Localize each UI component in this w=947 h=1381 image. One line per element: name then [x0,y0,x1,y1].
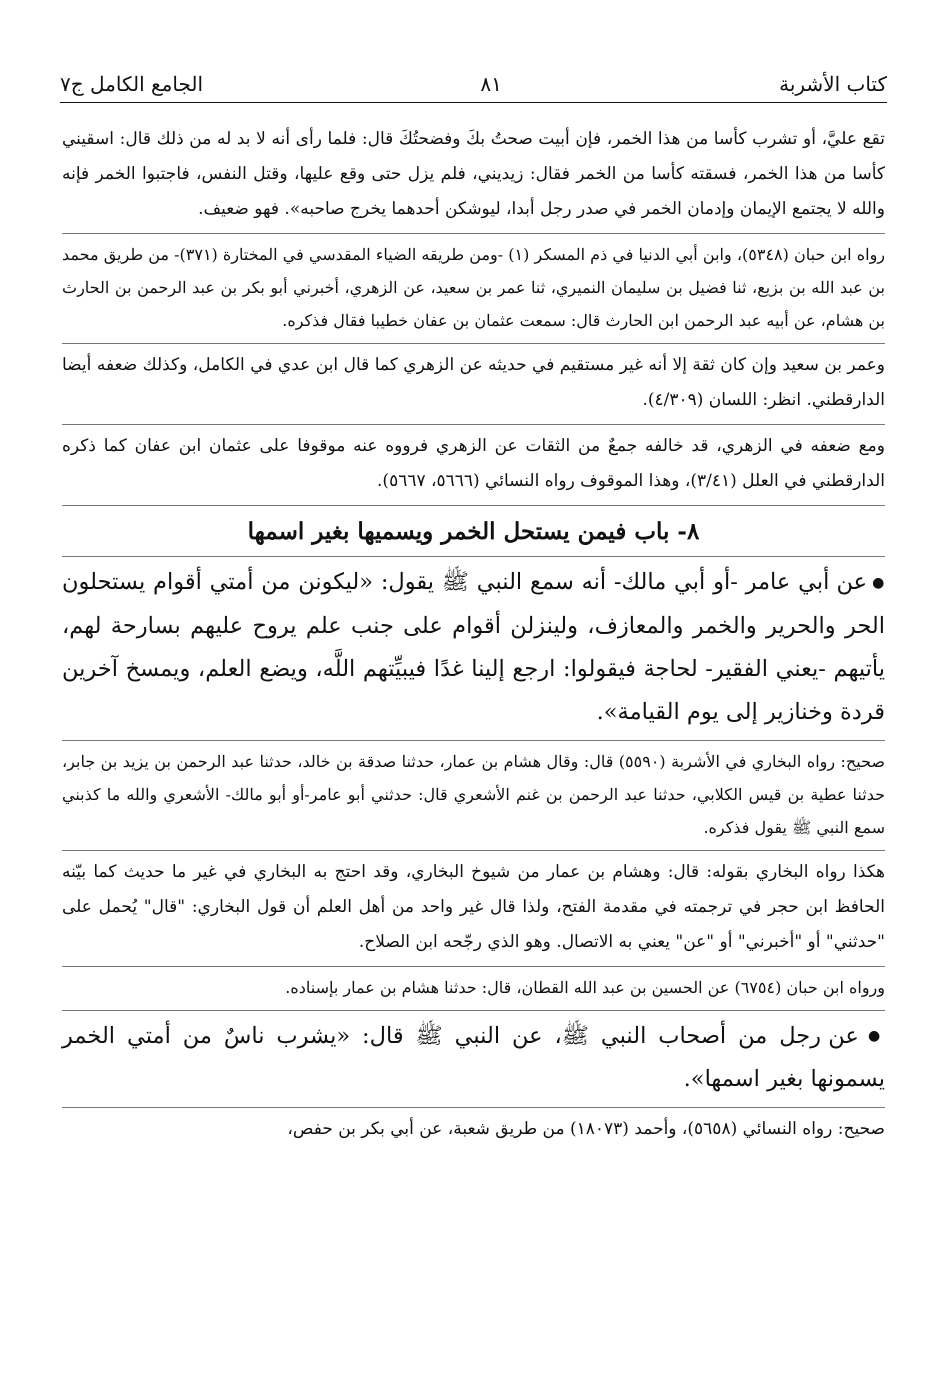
book-title: كتاب الأشربة [779,72,887,96]
takhrij-paragraph: ورواه ابن حبان (٦٧٥٤) عن الحسين بن عبد الله القطان، قال: حدثنا هشام بن عمار بإسناده. [62,967,885,1011]
page-content [62,118,885,1153]
commentary-paragraph: ومع ضعفه في الزهري، قد خالفه جمعٌ من الثقات عن الزهري فرووه عنه موقوفا على عثمان ابن عفان كما ذكره الدارقطني في العلل (٣/٤١)، وهذا الموقوف رواه النسائي (٥٦٦٦، ٥٦٦٧). [62,425,885,506]
page-number: ٨١ [480,72,502,96]
hadith-text: ● عن رجل من أصحاب النبي ﷺ، عن النبي ﷺ قال: «يشرب ناسٌ من أمتي الخمر يسمونها بغير اسمها». [62,1011,885,1109]
commentary-paragraph: هكذا رواه البخاري بقوله: قال: وهشام بن عمار من شيوخ البخاري، وقد احتج به البخاري في غير ما حديث كما بيّنه الحافظ ابن حجر في ترجمته في مقدمة الفتح، ولذا قال غير واحد من أهل العلم أن قول البخاري: "قال" يُحمل على "حدثني" أو "أخبرني" أو "عن" يعني به الاتصال. وهو الذي رجّحه ابن الصلاح. [62,851,885,967]
commentary-paragraph: وعمر بن سعيد وإن كان ثقة إلا أنه غير مستقيم في حديثه عن الزهري كما قال ابن عدي في الكامل، وكذلك ضعفه أيضا الدارقطني. انظر: اللسان (٤/٣٠٩). [62,344,885,425]
takhrij-paragraph: صحيح: رواه البخاري في الأشربة (٥٥٩٠) قال: وقال هشام بن عمار، حدثنا صدقة بن خالد، حدثنا عبد الرحمن بن يزيد بن جابر، حدثنا عطية بن قيس الكلابي، حدثنا عبد الرحمن بن غنم الأشعري قال: حدثني أبو عامر-أو أبو مالك- الأشعري والله ما كذبني سمع النبي ﷺ يقول فذكره. [62,741,885,851]
takhrij-paragraph: رواه ابن حبان (٥٣٤٨)، وابن أبي الدنيا في ذم المسكر (١) -ومن طريقه الضياء المقدسي في المختارة (٣٧١)- من طريق محمد بن عبد الله بن بزيع، ثنا فضيل بن سليمان النميري، ثنا عمر بن سعيد، عن الزهري، أخبرني أبو بكر بن عبد الرحمن بن الحارث بن هشام، عن أبيه عبد الرحمن ابن الحارث قال: سمعت عثمان بن عفان خطيبا فقال فذكره. [62,234,885,344]
page-header [60,62,887,103]
hadith-text: ● عن أبي عامر -أو أبي مالك- أنه سمع النبي ﷺ يقول: «ليكونن من أمتي أقوام يستحلون الحر والحرير والخمر والمعازف، ولينزلن أقوام على جنب علم يروح عليهم بسارحة لهم، يأتيهم -يعني الفقير- لحاجة فيقولوا: ارجع إلينا غدًا فيبيِّتهم اللَّه، ويضع العلم، ويمسخ آخرين قردة وخنازير إلى يوم القيامة». [62,557,885,741]
paragraph-text: تقع عليَّ، أو تشرب كأسا من هذا الخمر، فإن أبيت صحتُ بكَ وفضحتُكَ قال: فلما رأى أنه لا بد له من ذلك قال: اسقيني كأسا من هذا الخمر، فسقته كأسا من الخمر فقال: زيديني، فلم يزل حتى وقع عليها، وقتل النفس، فاجتبوا الخمر فإنه والله لا يجتمع الإيمان وإدمان الخمر في صدر رجل أبدا، ليوشكن أحدهما يخرج صاحبه». فهو ضعيف. [62,118,885,234]
chapter-heading: ٨- باب فيمن يستحل الخمر ويسميها بغير اسمها [62,506,885,557]
volume-title: الجامع الكامل ج٧ [60,72,204,96]
takhrij-paragraph: صحيح: رواه النسائي (٥٦٥٨)، وأحمد (١٨٠٧٣) من طريق شعبة، عن أبي بكر بن حفص، [287,1119,885,1139]
